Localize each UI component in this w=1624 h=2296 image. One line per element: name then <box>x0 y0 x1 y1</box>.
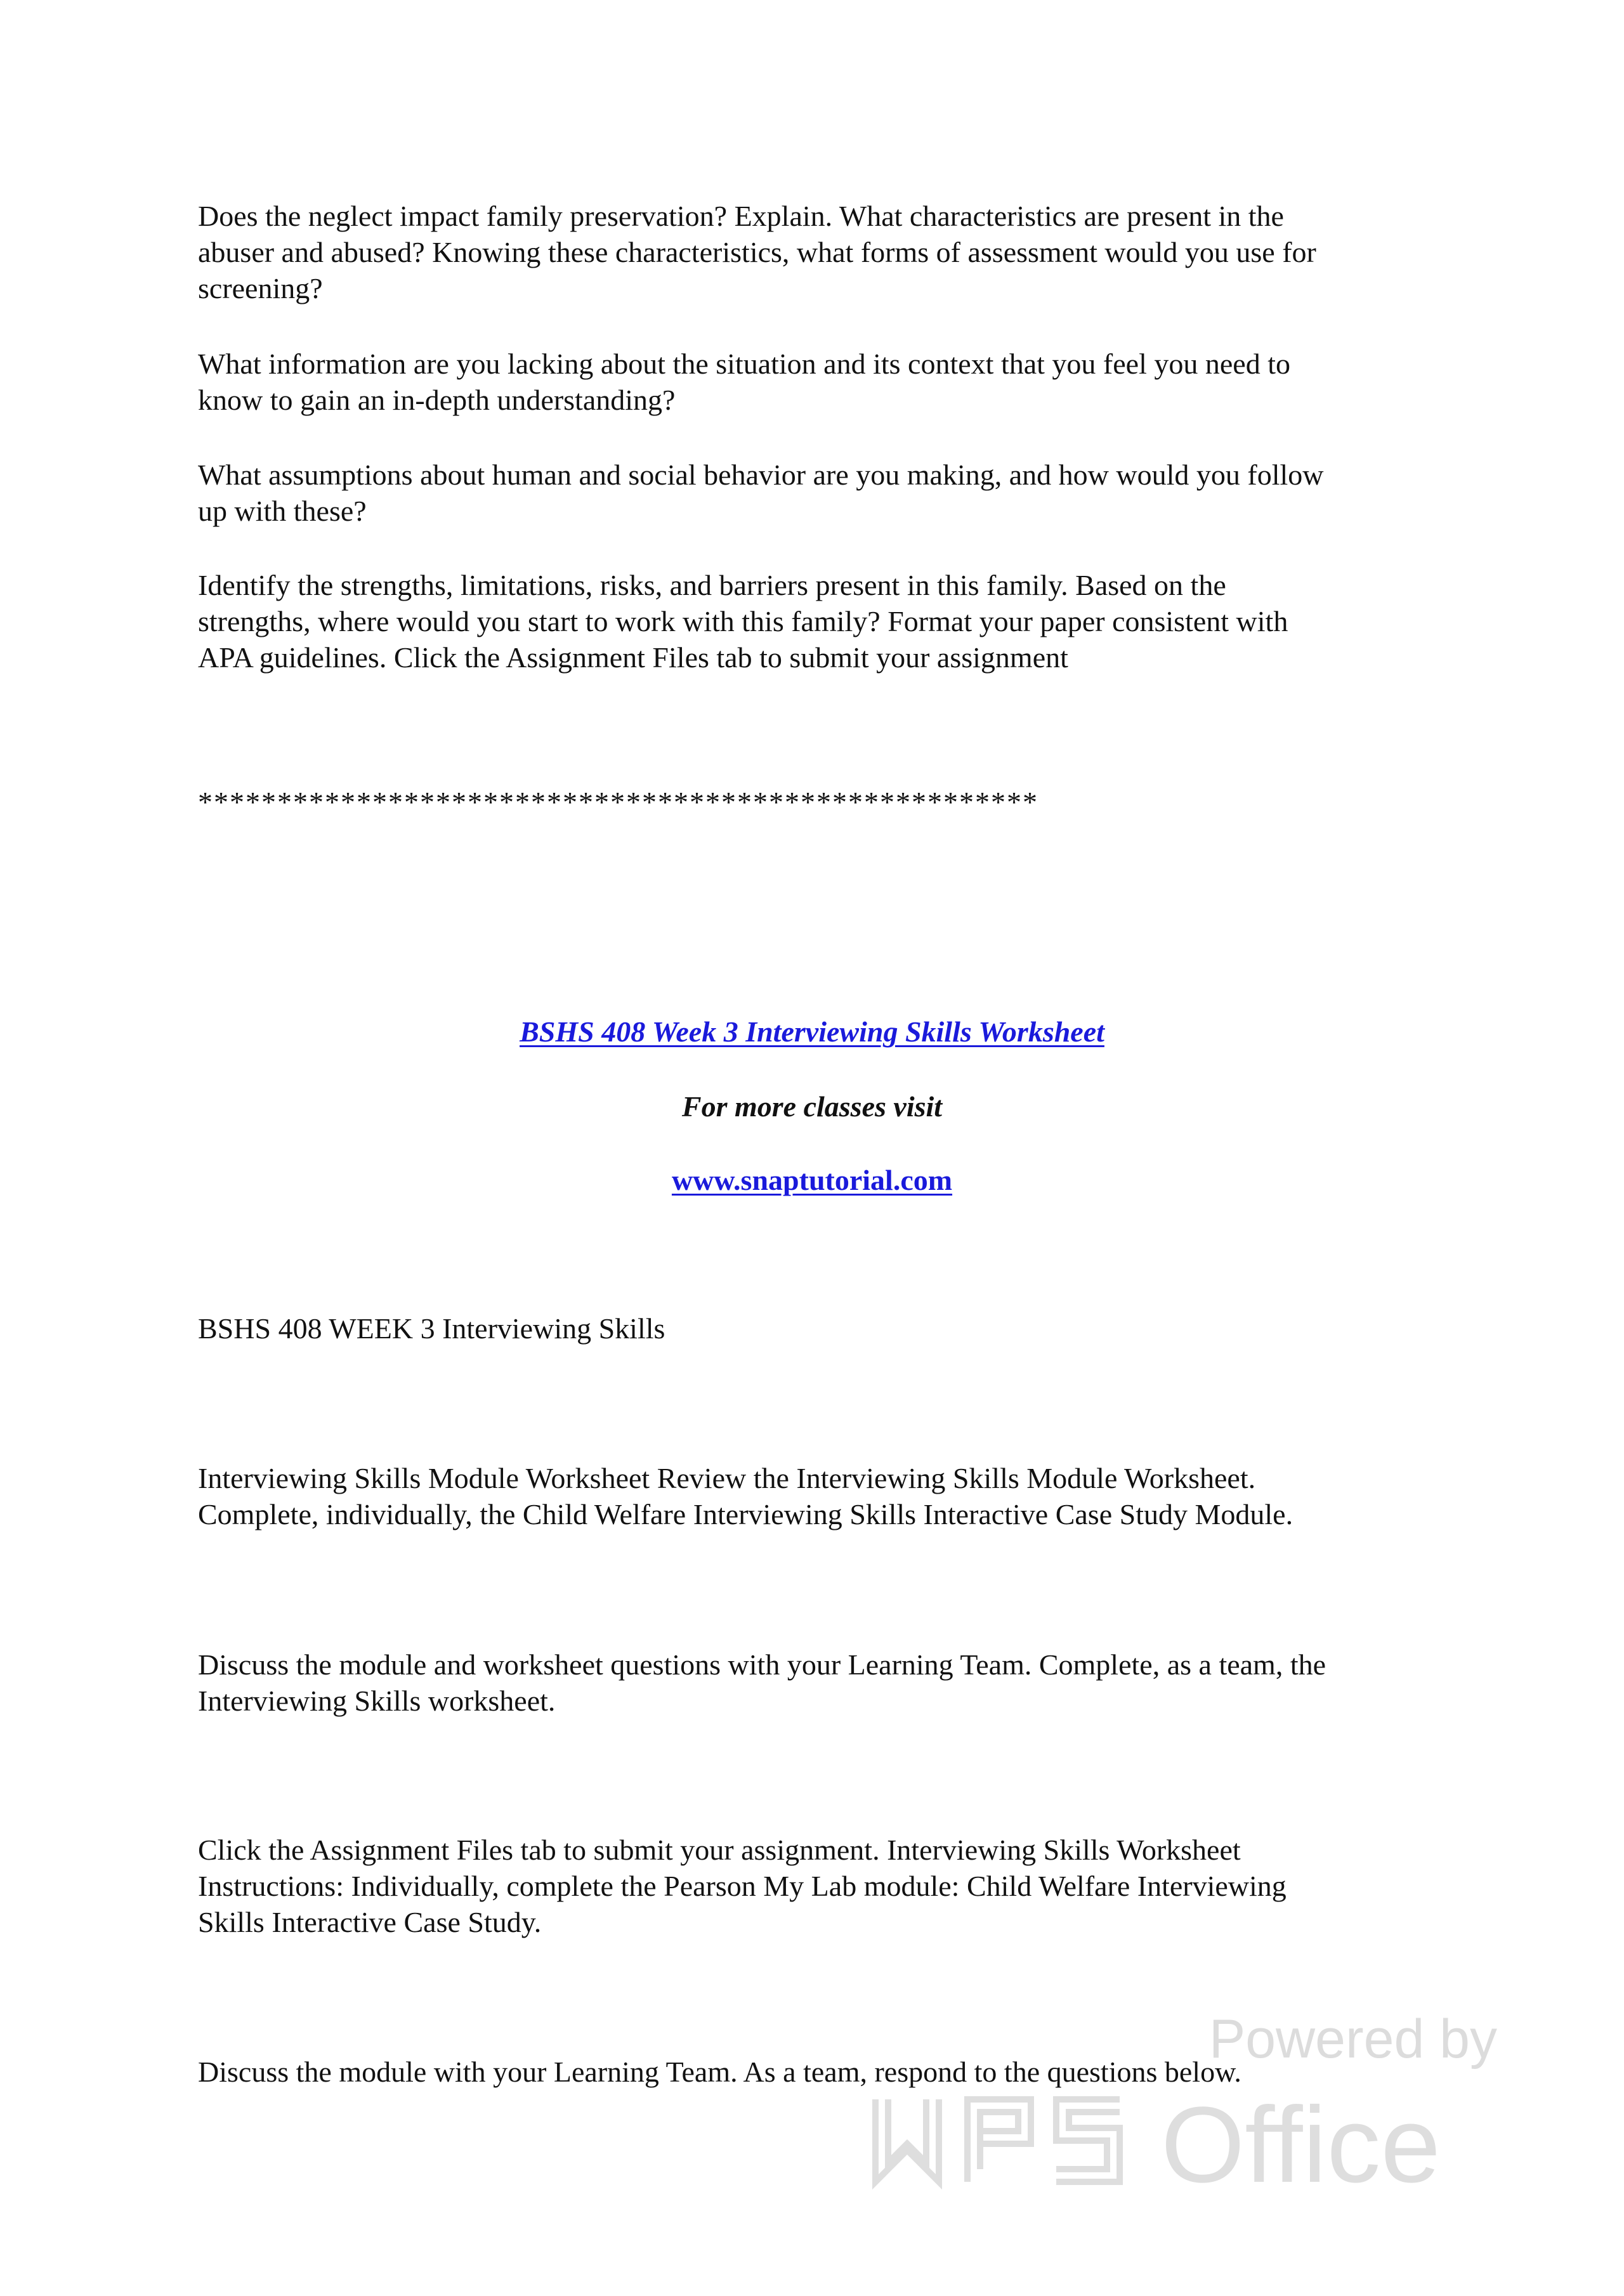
paragraph-strengths: Identify the strengths, limitations, risks, and barriers present in this family. Based on the strengths, where would you start to work with this family? Format your paper consistent with APA guidelines. Click the Assignment Files tab to submit your assignment <box>198 569 1288 674</box>
paragraph-information-lacking: What information are you lacking about the situation and its context that you feel you need to know to gain an in-depth understanding? <box>198 348 1290 416</box>
wps-office-logo-icon <box>863 2074 1497 2195</box>
paragraph-discuss-worksheet: Discuss the module and worksheet questions with your Learning Team. Complete, as a team, the Interviewing Skills worksheet. <box>198 1648 1326 1717</box>
course-title-link[interactable]: BSHS 408 Week 3 Interviewing Skills Worksheet <box>520 1015 1104 1048</box>
site-link[interactable]: www.snaptutorial.com <box>671 1164 953 1196</box>
site-link-line <box>0 1162 1624 1198</box>
paragraph-assumptions: What assumptions about human and social behavior are you making, and how would you follow up with these? <box>198 459 1324 527</box>
course-title-line <box>0 1014 1624 1050</box>
paragraph-neglect-questions: Does the neglect impact family preservation? Explain. What characteristics are present in the abuser and abused? Knowing these characteristics, what forms of assessment would you use for screening? <box>198 200 1316 304</box>
wps-watermark <box>863 2011 1497 2201</box>
separator-stars: ***************************************************** <box>198 786 1038 818</box>
paragraph-assignment-instructions: Click the Assignment Files tab to submit your assignment. Interviewing Skills Worksheet Instructions: Individually, complete the Pearson My Lab module: Child Welfare Interviewing Skills Interactive Case Study. <box>198 1834 1287 1938</box>
svg-text:Office: Office <box>1161 2085 1441 2195</box>
paragraph-discuss-team: Discuss the module with your Learning Team. As a team, respond to the questions below. <box>198 2056 1241 2088</box>
watermark-powered-text: Powered by <box>1208 2009 1497 2070</box>
more-classes-text: For more classes visit <box>681 1090 943 1123</box>
paragraph-module-worksheet: Interviewing Skills Module Worksheet Review the Interviewing Skills Module Worksheet. Complete, individually, the Child Welfare Interviewing Skills Interactive Case Study Module. <box>198 1462 1293 1530</box>
section-title: BSHS 408 WEEK 3 Interviewing Skills <box>198 1312 665 1345</box>
